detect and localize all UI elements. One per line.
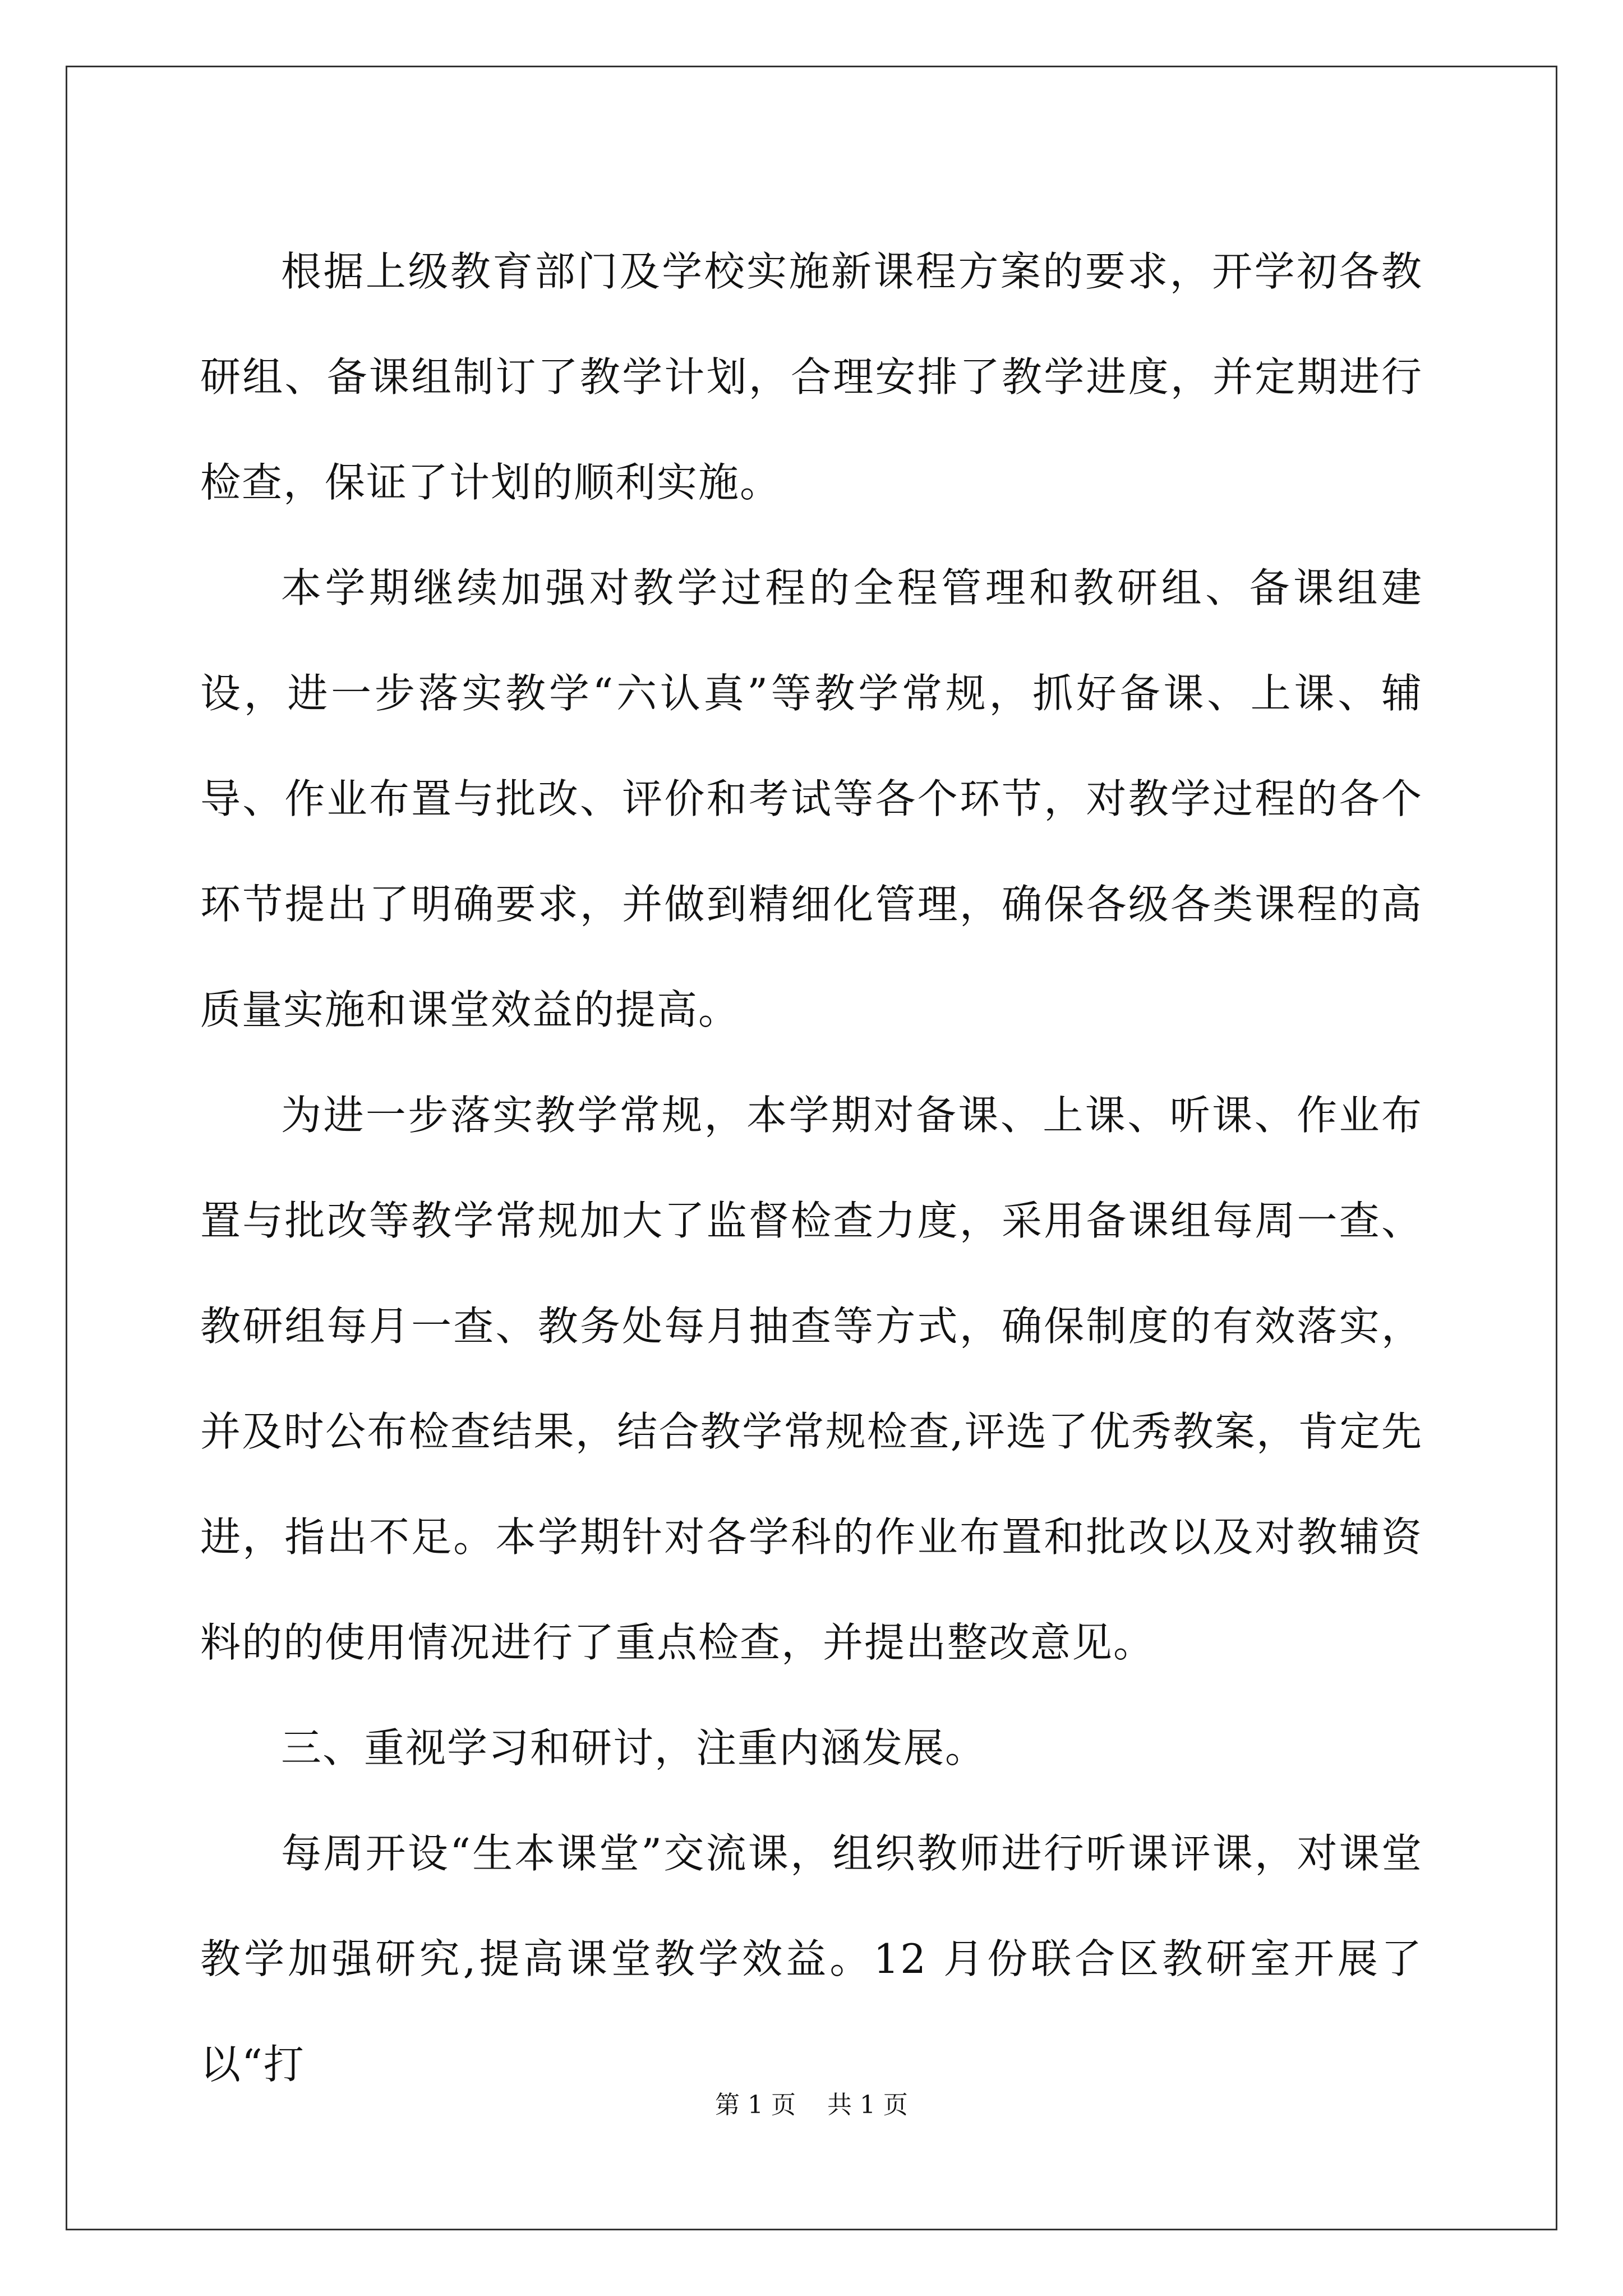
paragraph-4: 每周开设“生本课堂”交流课，组织教师进行听课评课，对课堂教学加强研究,提高课堂教学效益。12 月份联合区教研室开展了以“打: [200, 1830, 1423, 2088]
page-footer: [0, 2088, 1623, 2122]
paragraph-3: 为进一步落实教学常规，本学期对备课、上课、听课、作业布置与批改等教学常规加大了监督检查力度，采用备课组每周一查、教研组每月一查、教务处每月抽查等方式，确保制度的有效落实，并及时公布检查结果，结合教学常规检查,评选了优秀教案，肯定先进，指出不足。本学期针对各学科的作业布置和批改以及对教辅资料的的使用情况进行了重点检查，并提出整改意见。: [200, 1092, 1423, 1666]
section-heading: 三、重视学习和研讨，注重内涵发展。: [281, 1724, 987, 1772]
paragraph-1: 根据上级教育部门及学校实施新课程方案的要求，开学初各教研组、备课组制订了教学计划，合理安排了教学进度，并定期进行检查，保证了计划的顺利实施。: [200, 248, 1423, 506]
document-body: [200, 219, 1423, 2117]
page-number: 第 1 页 共 1 页: [715, 2091, 908, 2119]
paragraph-2: 本学期继续加强对教学过程的全程管理和教研组、备课组建设，进一步落实教学“六认真”等教学常规，抓好备课、上课、辅导、作业布置与批改、评价和考试等各个环节，对教学过程的各个环节提出了明确要求，并做到精细化管理，确保各级各类课程的高质量实施和课堂效益的提高。: [200, 564, 1423, 1033]
